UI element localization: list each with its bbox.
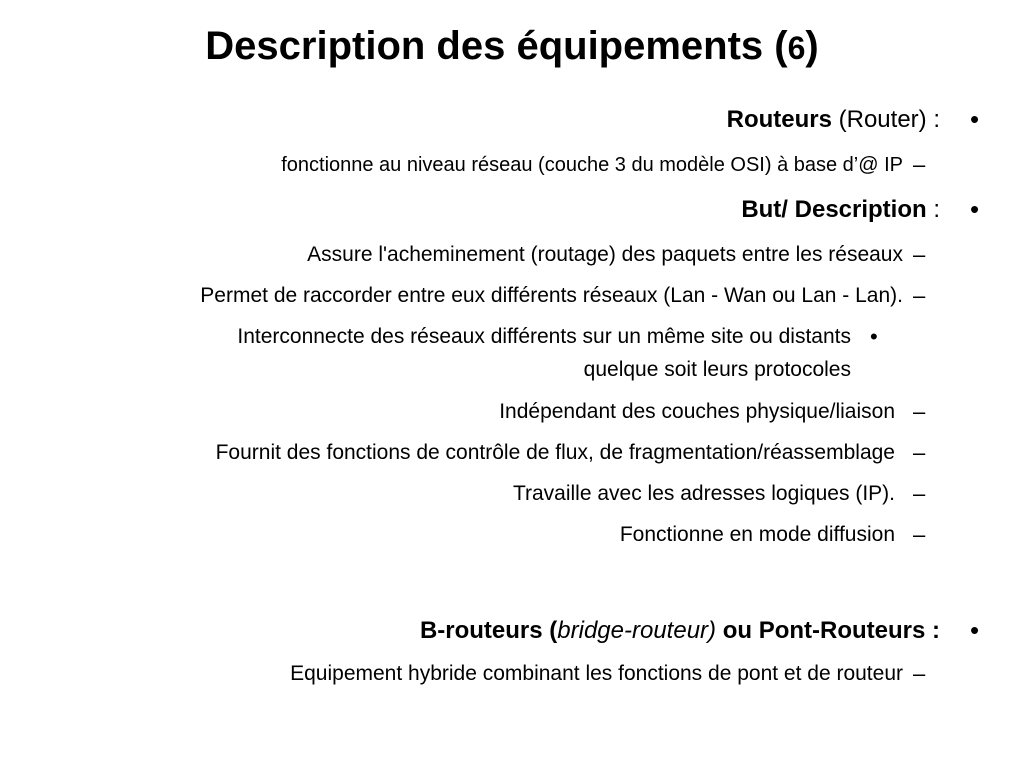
title-close: ) [805, 24, 819, 68]
b-routeurs-label: B-routeurs ( [419, 617, 558, 644]
but-description-label: But/ Description [741, 196, 927, 223]
list-item-interconnecte-continued: quelque soit leurs protocoles [583, 358, 851, 381]
list-item-acheminement: Assure l'acheminement (routage) des paquets entre les réseaux [307, 243, 903, 266]
dash-marker: – [913, 661, 926, 686]
dash-marker: – [913, 152, 926, 177]
list-item-interconnecte: Interconnecte des réseaux différents sur un même site ou distants [237, 325, 851, 348]
title-text: Description des équipements ( [205, 24, 788, 68]
dash-marker: – [913, 242, 926, 267]
title-number: 6 [787, 30, 806, 66]
bridge-routeur-label: bridge-routeur) [557, 617, 717, 644]
list-item-controle-flux: Fournit des fonctions de contrôle de flux, de fragmentation/réassemblage [215, 441, 895, 464]
bullet-marker: • [970, 104, 980, 134]
list-item-equipement-hybride: Equipement hybride combinant les fonctions de pont et de routeur [290, 662, 903, 685]
list-item-independant: Indépendant des couches physique/liaison [499, 400, 895, 423]
dash-marker: – [913, 283, 926, 308]
bullet-but-description [741, 193, 940, 227]
bullet-marker: • [970, 615, 980, 645]
list-item-adresses-logiques: Travaille avec les adresses logiques (IP). [512, 482, 895, 505]
slide-title [0, 18, 1024, 76]
bullet-marker: • [970, 194, 980, 224]
bullet-routeurs [727, 103, 940, 137]
routeurs-suffix: (Router) : [831, 106, 940, 133]
pont-routeurs-label: ou Pont-Routeurs : [716, 617, 940, 644]
dash-marker: – [913, 399, 926, 424]
but-description-suffix: : [926, 196, 940, 223]
dash-marker: – [913, 481, 926, 506]
list-item-mode-diffusion: Fonctionne en mode diffusion [619, 523, 895, 546]
dash-marker: – [913, 440, 926, 465]
routeurs-description: fonctionne au niveau réseau (couche 3 du modèle OSI) à base d’@ IP [281, 154, 903, 176]
dash-marker: – [913, 522, 926, 547]
bullet-b-routeurs [420, 614, 940, 648]
bullet-marker: • [870, 324, 878, 349]
list-item-raccorder: Permet de raccorder entre eux différents réseaux (Lan - Wan ou Lan - Lan). [200, 284, 903, 307]
routeurs-label: Routeurs [726, 106, 832, 133]
